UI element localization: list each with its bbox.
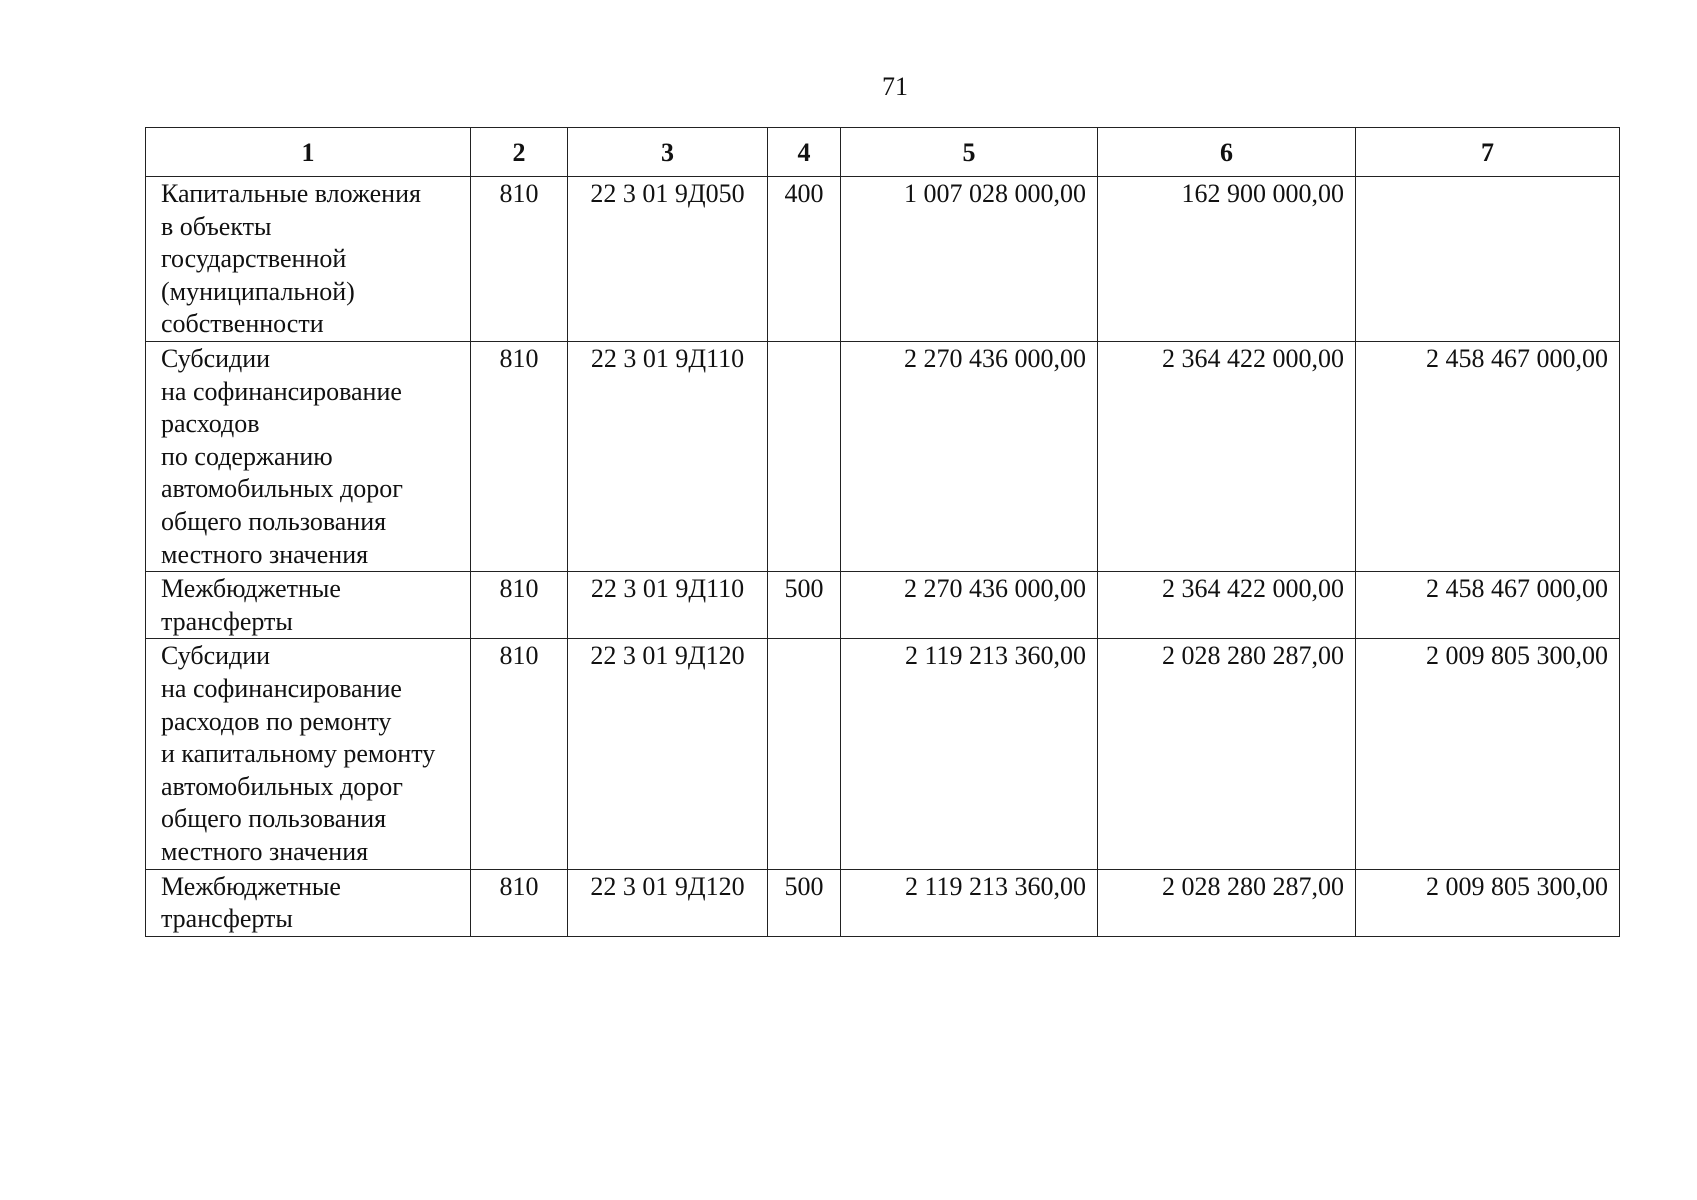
row-name: Субсидии на софинансирование расходов по содержанию автомобильных дорог общего пользования местного значения xyxy=(146,342,471,572)
row-col3: 22 3 01 9Д120 xyxy=(568,869,768,936)
row-col6: 2 028 280 287,00 xyxy=(1098,639,1356,869)
row-col2: 810 xyxy=(471,342,568,572)
table-row xyxy=(146,869,1620,936)
row-col2: 810 xyxy=(471,639,568,869)
table-row xyxy=(146,639,1620,869)
row-name: Межбюджетные трансферты xyxy=(146,572,471,639)
header-col-5: 5 xyxy=(841,128,1098,177)
row-col2: 810 xyxy=(471,177,568,342)
header-col-3: 3 xyxy=(568,128,768,177)
header-col-2: 2 xyxy=(471,128,568,177)
row-col7 xyxy=(1356,177,1620,342)
row-col5: 2 270 436 000,00 xyxy=(841,572,1098,639)
row-col7: 2 458 467 000,00 xyxy=(1356,342,1620,572)
table-row xyxy=(146,177,1620,342)
row-col2: 810 xyxy=(471,572,568,639)
table-row xyxy=(146,342,1620,572)
row-col3: 22 3 01 9Д050 xyxy=(568,177,768,342)
row-name: Межбюджетные трансферты xyxy=(146,869,471,936)
row-col4: 400 xyxy=(768,177,841,342)
row-col7: 2 458 467 000,00 xyxy=(1356,572,1620,639)
page-number: 71 xyxy=(882,72,908,101)
row-name: Субсидии на софинансирование расходов по ремонту и капитальному ремонту автомобильных дорог общего пользования местного значения xyxy=(146,639,471,869)
header-col-7: 7 xyxy=(1356,128,1620,177)
row-col4: 500 xyxy=(768,869,841,936)
row-col2: 810 xyxy=(471,869,568,936)
row-col3: 22 3 01 9Д110 xyxy=(568,342,768,572)
row-col5: 1 007 028 000,00 xyxy=(841,177,1098,342)
row-col7: 2 009 805 300,00 xyxy=(1356,869,1620,936)
budget-table xyxy=(145,127,1620,937)
header-col-1: 1 xyxy=(146,128,471,177)
row-col6: 2 364 422 000,00 xyxy=(1098,572,1356,639)
row-col5: 2 119 213 360,00 xyxy=(841,639,1098,869)
header-col-6: 6 xyxy=(1098,128,1356,177)
row-col5: 2 119 213 360,00 xyxy=(841,869,1098,936)
row-col6: 162 900 000,00 xyxy=(1098,177,1356,342)
header-col-4: 4 xyxy=(768,128,841,177)
row-col6: 2 028 280 287,00 xyxy=(1098,869,1356,936)
row-name: Капитальные вложения в объекты государственной (муниципальной) собственности xyxy=(146,177,471,342)
row-col4: 500 xyxy=(768,572,841,639)
table-header-row xyxy=(146,128,1620,177)
row-col4 xyxy=(768,342,841,572)
row-col3: 22 3 01 9Д120 xyxy=(568,639,768,869)
row-col4 xyxy=(768,639,841,869)
row-col3: 22 3 01 9Д110 xyxy=(568,572,768,639)
row-col5: 2 270 436 000,00 xyxy=(841,342,1098,572)
table-row xyxy=(146,572,1620,639)
row-col6: 2 364 422 000,00 xyxy=(1098,342,1356,572)
row-col7: 2 009 805 300,00 xyxy=(1356,639,1620,869)
